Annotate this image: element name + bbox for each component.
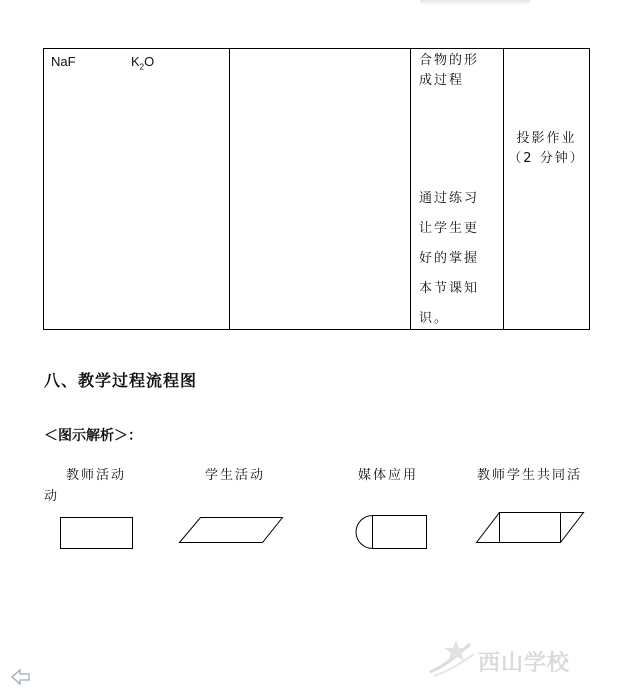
label-joint-activity: 教师学生共同活	[477, 468, 583, 483]
label-teacher-activity-wrap: 动	[44, 489, 60, 504]
purpose-top-line: 合物的形	[419, 53, 480, 68]
purpose-bottom-line: 让学生更	[419, 221, 480, 236]
media-application-shape	[356, 516, 426, 549]
section-heading: 八、教学过程流程图	[44, 371, 198, 390]
star-swoosh-icon	[426, 636, 478, 680]
purpose-bottom-line: 通过练习	[419, 191, 480, 206]
label-student-activity: 学生活动	[205, 468, 266, 483]
label-teacher-activity: 教师活动	[66, 468, 127, 483]
purpose-bottom-line: 本节课知	[419, 281, 480, 296]
formula-k2o-subscript: 2	[139, 62, 145, 72]
purpose-top-line: 成过程	[419, 73, 465, 88]
teacher-activity-shape	[61, 518, 133, 549]
student-activity-shape	[180, 518, 283, 543]
watermark-text: 西山学校	[478, 651, 571, 676]
label-media-application: 媒体应用	[358, 468, 419, 483]
formula-naf: NaF	[51, 54, 76, 69]
purpose-bottom-line: 识。	[419, 311, 450, 326]
legend-heading: ＜图示解析＞：	[44, 428, 142, 444]
formula-k2o-base: K	[131, 54, 140, 69]
back-arrow-icon[interactable]	[10, 668, 32, 686]
formula-k2o-tail: O	[144, 54, 155, 69]
purpose-bottom-line: 好的掌握	[419, 251, 480, 266]
joint-activity-shape	[477, 513, 584, 543]
projection-line: （2 分钟）	[508, 151, 585, 166]
projection-line: 投影作业	[516, 131, 577, 146]
